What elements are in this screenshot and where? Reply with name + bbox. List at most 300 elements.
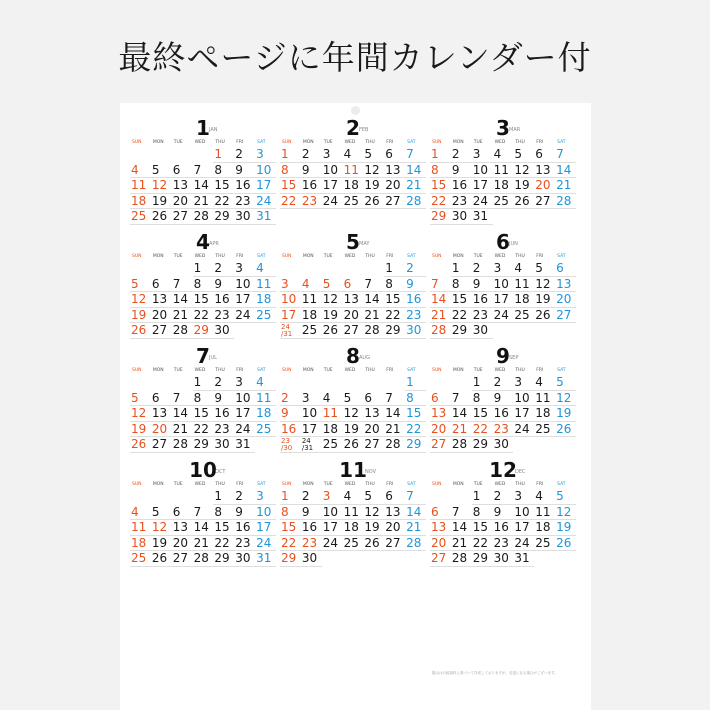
day-cell: 31 xyxy=(472,209,493,225)
day-cell: 25 xyxy=(343,536,364,552)
day-cell: 29 xyxy=(405,437,426,453)
day-cell: 19 xyxy=(555,406,576,422)
day-cell: 8 xyxy=(280,505,301,521)
day-cell: 20 xyxy=(151,308,172,324)
month-abbr: JUN xyxy=(509,241,518,247)
day-cell: 12 xyxy=(555,505,576,521)
month-header xyxy=(130,345,276,366)
day-cell: 7 xyxy=(172,391,193,407)
weekday-label: SUN xyxy=(282,482,292,487)
month-number: 2 xyxy=(346,116,360,140)
day-cell: 6 xyxy=(172,505,193,521)
day-cell: 16 xyxy=(280,422,301,438)
weekday-label: WED xyxy=(344,482,356,487)
day-cell: 13 xyxy=(430,520,451,536)
day-cell: 27 xyxy=(151,323,172,339)
day-cell: 29 xyxy=(384,323,405,339)
weekday-label: THU xyxy=(365,254,375,259)
empty-day-cell xyxy=(301,375,322,391)
day-cell: 1 xyxy=(472,489,493,505)
weekday-label: FRI xyxy=(536,368,544,373)
day-cell: 17 xyxy=(280,308,301,324)
weekday-label: SUN xyxy=(132,254,142,259)
day-cell: 10 xyxy=(472,163,493,179)
weekday-label: WED xyxy=(494,368,506,373)
day-cell: 18 xyxy=(255,406,276,422)
day-cell: 2 xyxy=(405,261,426,277)
day-cell: 22 xyxy=(405,422,426,438)
day-cell: 24 xyxy=(493,308,514,324)
day-cell: 23 xyxy=(451,194,472,210)
month-abbr: OCT xyxy=(215,469,226,475)
weekday-label: FRI xyxy=(386,254,394,259)
day-cell: 20 xyxy=(151,422,172,438)
empty-day-cell xyxy=(301,261,322,277)
day-cell: 29 xyxy=(472,437,493,453)
day-cell: 25 xyxy=(130,209,151,225)
day-grid xyxy=(280,375,426,453)
day-cell: 6 xyxy=(430,391,451,407)
day-cell: 30 xyxy=(301,551,322,567)
weekday-label: SAT xyxy=(557,140,566,145)
day-grid xyxy=(430,261,576,339)
day-cell: 1 xyxy=(405,375,426,391)
day-cell: 3 xyxy=(322,147,343,163)
day-cell: 9 xyxy=(472,277,493,293)
day-cell: 3 xyxy=(513,489,534,505)
day-cell: 7 xyxy=(451,391,472,407)
hanging-hole xyxy=(351,106,360,115)
month-5 xyxy=(280,231,426,341)
empty-day-cell xyxy=(172,147,193,163)
weekday-label: SAT xyxy=(407,140,416,145)
day-cell: 11 xyxy=(513,277,534,293)
weekday-label: MON xyxy=(152,368,164,373)
day-cell: 1 xyxy=(193,261,214,277)
weekday-label: FRI xyxy=(386,482,394,487)
day-cell: 23 xyxy=(234,194,255,210)
day-cell: 29 xyxy=(472,551,493,567)
day-cell: 22 xyxy=(193,308,214,324)
day-cell: 17 xyxy=(513,520,534,536)
day-cell: 24 xyxy=(255,536,276,552)
month-abbr: APR xyxy=(209,241,219,247)
day-cell: 11 xyxy=(343,163,364,179)
day-cell: 7 xyxy=(363,277,384,293)
day-cell: 27 xyxy=(343,323,364,339)
day-cell: 18 xyxy=(343,178,364,194)
day-cell: 16 xyxy=(493,520,514,536)
day-cell: 5 xyxy=(343,391,364,407)
day-cell: 1 xyxy=(472,375,493,391)
day-cell: 4 xyxy=(534,375,555,391)
day-cell: 2 xyxy=(280,391,301,407)
weekday-label: FRI xyxy=(236,482,244,487)
weekday-label: SUN xyxy=(132,482,142,487)
day-cell: 21 xyxy=(405,178,426,194)
day-cell: 10 xyxy=(255,505,276,521)
day-cell: 15 xyxy=(280,178,301,194)
month-abbr: MAY xyxy=(359,241,370,247)
weekday-label: FRI xyxy=(386,368,394,373)
day-cell: 18 xyxy=(534,520,555,536)
day-cell: 18 xyxy=(343,520,364,536)
day-cell: 2 xyxy=(301,147,322,163)
month-header xyxy=(430,117,576,138)
day-cell: 20 xyxy=(384,178,405,194)
day-cell: 24 /31 xyxy=(280,323,301,339)
day-cell: 17 xyxy=(234,292,255,308)
day-grid xyxy=(430,375,576,453)
day-cell: 2 xyxy=(472,261,493,277)
month-header xyxy=(130,231,276,252)
headline: 最終ページに年間カレンダー付 xyxy=(118,38,592,77)
day-cell: 22 xyxy=(430,194,451,210)
day-cell: 20 xyxy=(363,422,384,438)
month-number: 12 xyxy=(489,458,517,482)
day-cell: 6 xyxy=(430,505,451,521)
weekday-label: SUN xyxy=(132,140,142,145)
weekday-label: WED xyxy=(194,140,206,145)
day-cell: 3 xyxy=(513,375,534,391)
day-cell: 21 xyxy=(172,308,193,324)
day-cell: 19 xyxy=(534,292,555,308)
weekday-label: MON xyxy=(452,368,464,373)
day-cell: 2 xyxy=(493,375,514,391)
day-cell: 25 xyxy=(534,422,555,438)
day-cell: 26 xyxy=(343,437,364,453)
day-cell: 16 xyxy=(213,292,234,308)
month-number: 3 xyxy=(496,116,510,140)
day-cell: 2 xyxy=(234,147,255,163)
day-cell: 24 xyxy=(234,308,255,324)
day-cell: 13 xyxy=(384,505,405,521)
month-number: 9 xyxy=(496,344,510,368)
day-cell: 27 xyxy=(384,536,405,552)
day-cell: 22 xyxy=(213,194,234,210)
day-cell: 12 xyxy=(151,520,172,536)
day-cell: 29 xyxy=(193,437,214,453)
day-cell: 30 xyxy=(213,323,234,339)
day-grid xyxy=(430,489,576,567)
day-cell: 29 xyxy=(193,323,214,339)
month-number: 7 xyxy=(196,344,210,368)
weekday-label: SUN xyxy=(282,368,292,373)
empty-day-cell xyxy=(130,261,151,277)
day-cell: 5 xyxy=(363,489,384,505)
weekday-label: THU xyxy=(215,140,225,145)
day-cell: 27 xyxy=(172,209,193,225)
day-cell: 8 xyxy=(430,163,451,179)
month-header xyxy=(130,459,276,480)
day-cell: 22 xyxy=(384,308,405,324)
weekday-label: THU xyxy=(515,368,525,373)
day-cell: 17 xyxy=(301,422,322,438)
day-cell: 21 xyxy=(555,178,576,194)
day-cell: 26 xyxy=(322,323,343,339)
day-cell: 1 xyxy=(384,261,405,277)
day-cell: 16 xyxy=(405,292,426,308)
weekday-label: SUN xyxy=(432,482,442,487)
day-cell: 4 xyxy=(255,375,276,391)
day-cell: 27 xyxy=(384,194,405,210)
empty-day-cell xyxy=(193,147,214,163)
day-cell: 24 xyxy=(513,422,534,438)
empty-day-cell xyxy=(172,375,193,391)
weekday-label: THU xyxy=(215,482,225,487)
empty-day-cell xyxy=(430,489,451,505)
day-cell: 19 xyxy=(363,178,384,194)
day-cell: 27 xyxy=(151,437,172,453)
day-cell: 5 xyxy=(151,505,172,521)
day-cell: 4 xyxy=(130,163,151,179)
weekday-label: FRI xyxy=(536,254,544,259)
day-cell: 27 xyxy=(430,551,451,567)
day-cell: 17 xyxy=(255,520,276,536)
day-cell: 25 xyxy=(493,194,514,210)
calendar-sheet xyxy=(120,103,591,710)
month-8 xyxy=(280,345,426,455)
day-cell: 19 xyxy=(151,536,172,552)
day-cell: 13 xyxy=(430,406,451,422)
weekday-label: TUE xyxy=(173,140,183,145)
footnote: 掲示は行政資料に基づいて作成しておりますが、変更になる場合がございます。 xyxy=(432,671,558,675)
day-cell: 28 xyxy=(430,323,451,339)
day-cell: 14 xyxy=(384,406,405,422)
month-header xyxy=(430,231,576,252)
day-cell: 12 xyxy=(363,505,384,521)
weekday-label: TUE xyxy=(323,140,333,145)
day-cell: 27 xyxy=(534,194,555,210)
day-cell: 30 xyxy=(472,323,493,339)
day-cell: 23 xyxy=(493,422,514,438)
day-cell: 15 xyxy=(213,520,234,536)
day-cell: 6 xyxy=(534,147,555,163)
day-cell: 5 xyxy=(534,261,555,277)
day-cell: 17 xyxy=(234,406,255,422)
month-1 xyxy=(130,117,276,227)
month-9 xyxy=(430,345,576,455)
weekday-label: SAT xyxy=(557,482,566,487)
day-cell: 3 xyxy=(234,375,255,391)
day-cell: 16 xyxy=(472,292,493,308)
day-cell: 28 xyxy=(451,437,472,453)
day-cell: 24 xyxy=(322,536,343,552)
day-cell: 5 xyxy=(130,277,151,293)
day-cell: 6 xyxy=(363,391,384,407)
day-cell: 11 xyxy=(130,178,151,194)
month-abbr: SEP xyxy=(509,355,519,361)
day-cell: 19 xyxy=(130,308,151,324)
weekday-label: MON xyxy=(452,254,464,259)
weekday-label: WED xyxy=(494,482,506,487)
month-grid xyxy=(130,117,576,569)
weekday-label: MON xyxy=(452,140,464,145)
day-cell: 9 xyxy=(234,505,255,521)
day-cell: 28 xyxy=(405,194,426,210)
day-cell: 30 xyxy=(234,209,255,225)
day-cell: 6 xyxy=(555,261,576,277)
weekday-label: SAT xyxy=(557,368,566,373)
day-cell: 8 xyxy=(280,163,301,179)
day-cell: 14 xyxy=(193,520,214,536)
day-cell: 28 xyxy=(363,323,384,339)
empty-day-cell xyxy=(151,375,172,391)
weekday-label: THU xyxy=(515,254,525,259)
day-cell: 11 xyxy=(322,406,343,422)
day-cell: 4 xyxy=(322,391,343,407)
day-cell: 15 xyxy=(193,406,214,422)
day-cell: 8 xyxy=(213,505,234,521)
month-number: 5 xyxy=(346,230,360,254)
day-cell: 17 xyxy=(322,178,343,194)
day-cell: 9 xyxy=(213,391,234,407)
day-cell: 4 xyxy=(513,261,534,277)
day-cell: 21 xyxy=(451,536,472,552)
day-cell: 12 xyxy=(513,163,534,179)
weekday-label: WED xyxy=(194,254,206,259)
day-cell: 20 xyxy=(555,292,576,308)
day-cell: 23 xyxy=(301,536,322,552)
weekday-label: TUE xyxy=(323,368,333,373)
day-cell: 9 xyxy=(493,391,514,407)
day-cell: 14 xyxy=(451,520,472,536)
day-cell: 6 xyxy=(172,163,193,179)
day-cell: 20 xyxy=(534,178,555,194)
day-cell: 4 xyxy=(255,261,276,277)
day-cell: 28 xyxy=(172,437,193,453)
day-cell: 24 xyxy=(472,194,493,210)
empty-day-cell xyxy=(172,261,193,277)
day-cell: 31 xyxy=(234,437,255,453)
day-cell: 19 xyxy=(363,520,384,536)
day-cell: 25 xyxy=(343,194,364,210)
day-cell: 22 xyxy=(193,422,214,438)
day-cell: 30 xyxy=(234,551,255,567)
month-number: 10 xyxy=(189,458,217,482)
day-cell: 10 xyxy=(322,163,343,179)
weekday-label: THU xyxy=(515,482,525,487)
day-cell: 21 xyxy=(430,308,451,324)
day-cell: 9 xyxy=(234,163,255,179)
day-grid xyxy=(130,375,276,453)
day-cell: 23 xyxy=(301,194,322,210)
day-cell: 3 xyxy=(493,261,514,277)
day-cell: 31 xyxy=(255,551,276,567)
weekday-label: THU xyxy=(215,254,225,259)
day-cell: 16 xyxy=(301,520,322,536)
day-cell: 10 xyxy=(234,391,255,407)
day-cell: 30 xyxy=(451,209,472,225)
day-cell: 7 xyxy=(555,147,576,163)
day-cell: 4 xyxy=(343,489,364,505)
day-cell: 9 xyxy=(451,163,472,179)
day-cell: 1 xyxy=(213,147,234,163)
empty-day-cell xyxy=(322,375,343,391)
day-cell: 4 xyxy=(343,147,364,163)
empty-day-cell xyxy=(343,375,364,391)
day-cell: 26 xyxy=(363,536,384,552)
month-abbr: DEC xyxy=(515,469,526,475)
month-6 xyxy=(430,231,576,341)
weekday-label: THU xyxy=(365,140,375,145)
day-cell: 24 xyxy=(234,422,255,438)
day-cell: 23 xyxy=(234,536,255,552)
day-cell: 20 xyxy=(172,536,193,552)
empty-day-cell xyxy=(384,375,405,391)
day-cell: 8 xyxy=(193,391,214,407)
day-cell: 30 xyxy=(405,323,426,339)
empty-day-cell xyxy=(280,261,301,277)
day-cell: 13 xyxy=(384,163,405,179)
weekday-label: TUE xyxy=(473,140,483,145)
day-cell: 7 xyxy=(193,505,214,521)
day-cell: 1 xyxy=(213,489,234,505)
day-cell: 5 xyxy=(363,147,384,163)
day-cell: 6 xyxy=(384,489,405,505)
month-header xyxy=(280,231,426,252)
day-cell: 7 xyxy=(430,277,451,293)
day-cell: 18 xyxy=(322,422,343,438)
empty-day-cell xyxy=(130,147,151,163)
day-cell: 5 xyxy=(151,163,172,179)
day-cell: 20 xyxy=(430,536,451,552)
day-cell: 15 xyxy=(472,406,493,422)
day-cell: 1 xyxy=(280,147,301,163)
day-cell: 15 xyxy=(451,292,472,308)
day-grid xyxy=(130,489,276,567)
day-cell: 11 xyxy=(255,277,276,293)
day-cell: 18 xyxy=(301,308,322,324)
weekday-label: TUE xyxy=(173,482,183,487)
day-cell: 26 xyxy=(555,536,576,552)
day-cell: 24 xyxy=(255,194,276,210)
day-cell: 10 xyxy=(513,505,534,521)
day-cell: 11 xyxy=(493,163,514,179)
day-cell: 15 xyxy=(193,292,214,308)
day-cell: 31 xyxy=(513,551,534,567)
day-cell: 7 xyxy=(405,489,426,505)
day-cell: 5 xyxy=(555,375,576,391)
weekday-label: SAT xyxy=(407,368,416,373)
day-cell: 8 xyxy=(405,391,426,407)
empty-day-cell xyxy=(193,489,214,505)
weekday-label: MON xyxy=(302,140,314,145)
day-grid xyxy=(430,147,576,225)
weekday-label: TUE xyxy=(173,368,183,373)
day-cell: 23 xyxy=(213,308,234,324)
day-cell: 3 xyxy=(234,261,255,277)
weekday-label: TUE xyxy=(173,254,183,259)
weekday-label: MON xyxy=(302,482,314,487)
day-cell: 5 xyxy=(130,391,151,407)
day-cell: 21 xyxy=(451,422,472,438)
day-cell: 12 xyxy=(151,178,172,194)
day-cell: 17 xyxy=(322,520,343,536)
month-abbr: AUG xyxy=(359,355,370,361)
day-cell: 17 xyxy=(255,178,276,194)
empty-day-cell xyxy=(363,375,384,391)
day-cell: 21 xyxy=(172,422,193,438)
day-cell: 28 xyxy=(193,209,214,225)
day-cell: 21 xyxy=(384,422,405,438)
month-header xyxy=(280,459,426,480)
day-cell: 24 xyxy=(322,194,343,210)
day-cell: 6 xyxy=(384,147,405,163)
day-cell: 20 xyxy=(430,422,451,438)
day-cell: 12 xyxy=(343,406,364,422)
day-cell: 19 xyxy=(130,422,151,438)
